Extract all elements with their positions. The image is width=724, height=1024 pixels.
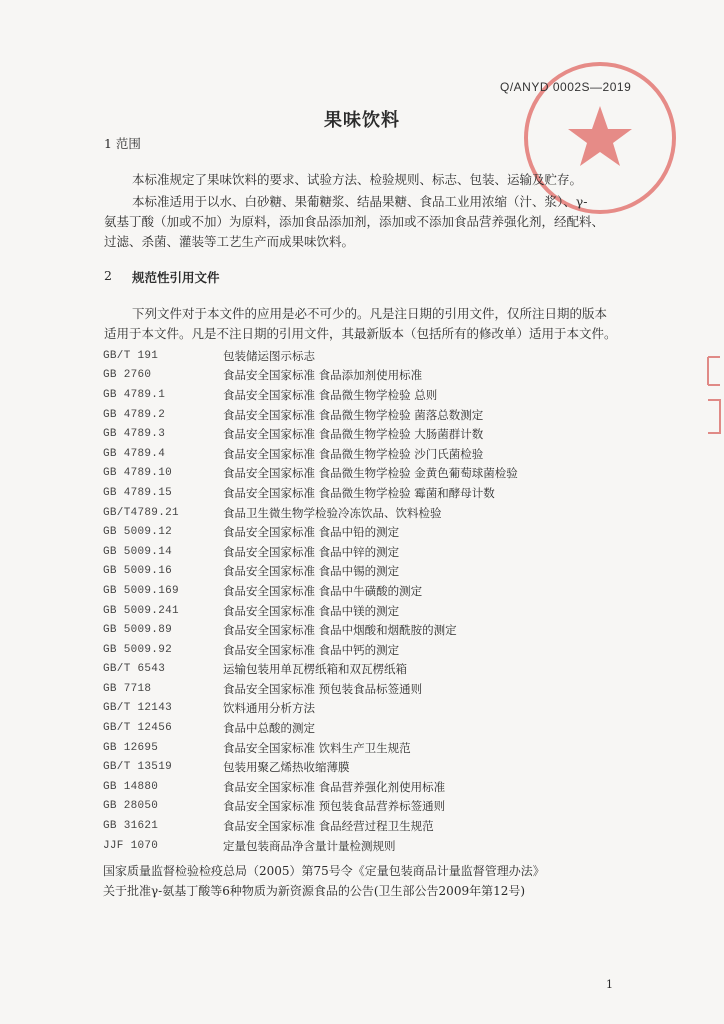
section2-intro-line1: 下列文件对于本文件的应用是必不可少的。凡是注日期的引用文件，仅所注日期的版本 (132, 306, 608, 321)
reference-code: GB/T4789.21 (103, 506, 179, 519)
reference-title: 食品安全国家标准 食品营养强化剂使用标准 (223, 779, 446, 794)
reference-row (103, 757, 664, 777)
section1-paragraph2-line1: 本标准适用于以水、白砂糖、果葡糖浆、结晶果糖、食品工业用浓缩（汁、浆）、γ- (132, 194, 588, 209)
reference-row (103, 424, 664, 444)
section1-paragraph1: 本标准规定了果味饮料的要求、试验方法、检验规则、标志、包装、运输及贮存。 (132, 172, 583, 187)
reference-code: GB/T 12456 (103, 722, 173, 735)
reference-code: GB/T 12143 (103, 702, 173, 715)
reference-row (103, 816, 664, 836)
section1-paragraph2-line3: 过滤、杀菌、灌装等工艺生产而成果味饮料。 (104, 234, 355, 249)
section1-paragraph2-line2: 氨基丁酸（加或不加）为原料，添加食品添加剂，添加或不添加食品营养强化剂，经配料、 (104, 214, 605, 229)
reference-title: 食品安全国家标准 食品中锌的测定 (223, 544, 400, 559)
reference-title: 食品安全国家标准 食品中锡的测定 (223, 564, 400, 579)
reference-row (103, 836, 664, 856)
reference-title: 食品安全国家标准 食品微生物学检验 大肠菌群计数 (223, 427, 484, 442)
reference-title: 食品安全国家标准 食品中铅的测定 (223, 525, 400, 540)
page-title: 果味饮料 (324, 110, 400, 131)
reference-row (103, 660, 664, 680)
section2-intro-line2: 适用于本文件。凡是不注日期的引用文件，其最新版本（包括所有的修改单）适用于本文件。 (104, 326, 617, 341)
reference-title: 食品安全国家标准 食品中镁的测定 (223, 603, 400, 618)
reference-code: GB 31621 (103, 820, 159, 833)
reference-row (103, 464, 664, 484)
reference-title: 食品安全国家标准 食品添加剂使用标准 (223, 368, 423, 383)
reference-title: 饮料通用分析方法 (223, 701, 315, 716)
reference-code: GB 28050 (103, 800, 159, 813)
standard-code: Q/ANYD 0002S—2019 (500, 80, 632, 94)
reference-row (103, 699, 664, 719)
reference-row (103, 366, 664, 386)
reference-title: 食品安全国家标准 食品中钙的测定 (223, 642, 400, 657)
reference-title: 食品安全国家标准 食品中牛磺酸的测定 (223, 583, 423, 598)
page-number: 1 (606, 978, 613, 991)
reference-title: 食品安全国家标准 食品微生物学检验 菌落总数测定 (223, 407, 484, 422)
reference-title: 食品安全国家标准 食品微生物学检验 金黄色葡萄球菌检验 (223, 466, 518, 481)
reference-title: 食品安全国家标准 食品中烟酸和烟酰胺的测定 (223, 623, 457, 638)
reference-row (103, 444, 664, 464)
reference-title: 食品安全国家标准 食品微生物学检验 沙门氏菌检验 (223, 446, 484, 461)
reference-row (103, 483, 664, 503)
reference-code: JJF 1070 (103, 839, 159, 852)
reference-code: GB 5009.241 (103, 604, 179, 617)
reference-row (103, 562, 664, 582)
reference-code: GB 5009.169 (103, 584, 179, 597)
reference-row (103, 718, 664, 738)
reference-row (103, 620, 664, 640)
reference-code: GB 4789.2 (103, 408, 166, 421)
section2-number: 2 (104, 268, 112, 283)
reference-title: 食品中总酸的测定 (223, 721, 315, 736)
reference-title: 包装储运图示标志 (223, 348, 315, 363)
reference-tail-line1: 国家质量监督检验检疫总局（2005）第75号令《定量包装商品计量监督管理办法》 (103, 864, 545, 878)
reference-title: 食品安全国家标准 食品微生物学检验 霉菌和酵母计数 (223, 485, 495, 500)
reference-code: GB 12695 (103, 741, 159, 754)
reference-row (103, 601, 664, 621)
reference-code: GB/T 191 (103, 349, 159, 362)
reference-code: GB/T 6543 (103, 663, 166, 676)
reference-row (103, 385, 664, 405)
reference-row (103, 777, 664, 797)
reference-title: 食品安全国家标准 食品微生物学检验 总则 (223, 387, 438, 402)
reference-title: 包装用聚乙烯热收缩薄膜 (223, 760, 350, 775)
reference-title: 食品安全国家标准 饮料生产卫生规范 (223, 740, 411, 755)
reference-row (103, 581, 664, 601)
margin-stamp-mark (704, 355, 722, 435)
reference-row (103, 640, 664, 660)
reference-row (103, 405, 664, 425)
reference-title: 定量包装商品净含量计量检测规则 (223, 838, 396, 853)
reference-code: GB 4789.15 (103, 486, 173, 499)
reference-code: GB 7718 (103, 682, 152, 695)
reference-code: GB 14880 (103, 780, 159, 793)
reference-row (103, 346, 664, 366)
reference-code: GB 5009.16 (103, 565, 173, 578)
reference-code: GB 5009.92 (103, 643, 173, 656)
reference-title: 食品卫生微生物学检验冷冻饮品、饮料检验 (223, 505, 442, 520)
reference-code: GB 4789.4 (103, 447, 166, 460)
reference-code: GB 2760 (103, 369, 152, 382)
reference-code: GB 4789.10 (103, 467, 173, 480)
reference-title: 食品安全国家标准 预包装食品标签通则 (223, 681, 423, 696)
reference-row (103, 797, 664, 817)
reference-title: 食品安全国家标准 预包装食品营养标签通则 (223, 799, 446, 814)
reference-row (103, 522, 664, 542)
reference-list (103, 346, 664, 855)
reference-code: GB 5009.14 (103, 545, 173, 558)
section1-heading: 1 范围 (104, 136, 141, 151)
reference-row (103, 503, 664, 523)
reference-row (103, 679, 664, 699)
reference-code: GB 5009.12 (103, 526, 173, 539)
section2-title: 规范性引用文件 (132, 270, 220, 285)
reference-code: GB 5009.89 (103, 624, 173, 637)
reference-title: 运输包装用单瓦楞纸箱和双瓦楞纸箱 (223, 662, 407, 677)
reference-title: 食品安全国家标准 食品经营过程卫生规范 (223, 819, 434, 834)
reference-code: GB/T 13519 (103, 761, 173, 774)
reference-code: GB 4789.1 (103, 388, 166, 401)
reference-tail-line2: 关于批准γ-氨基丁酸等6种物质为新资源食品的公告(卫生部公告2009年第12号) (103, 884, 526, 898)
reference-code: GB 4789.3 (103, 428, 166, 441)
reference-row (103, 542, 664, 562)
reference-row (103, 738, 664, 758)
